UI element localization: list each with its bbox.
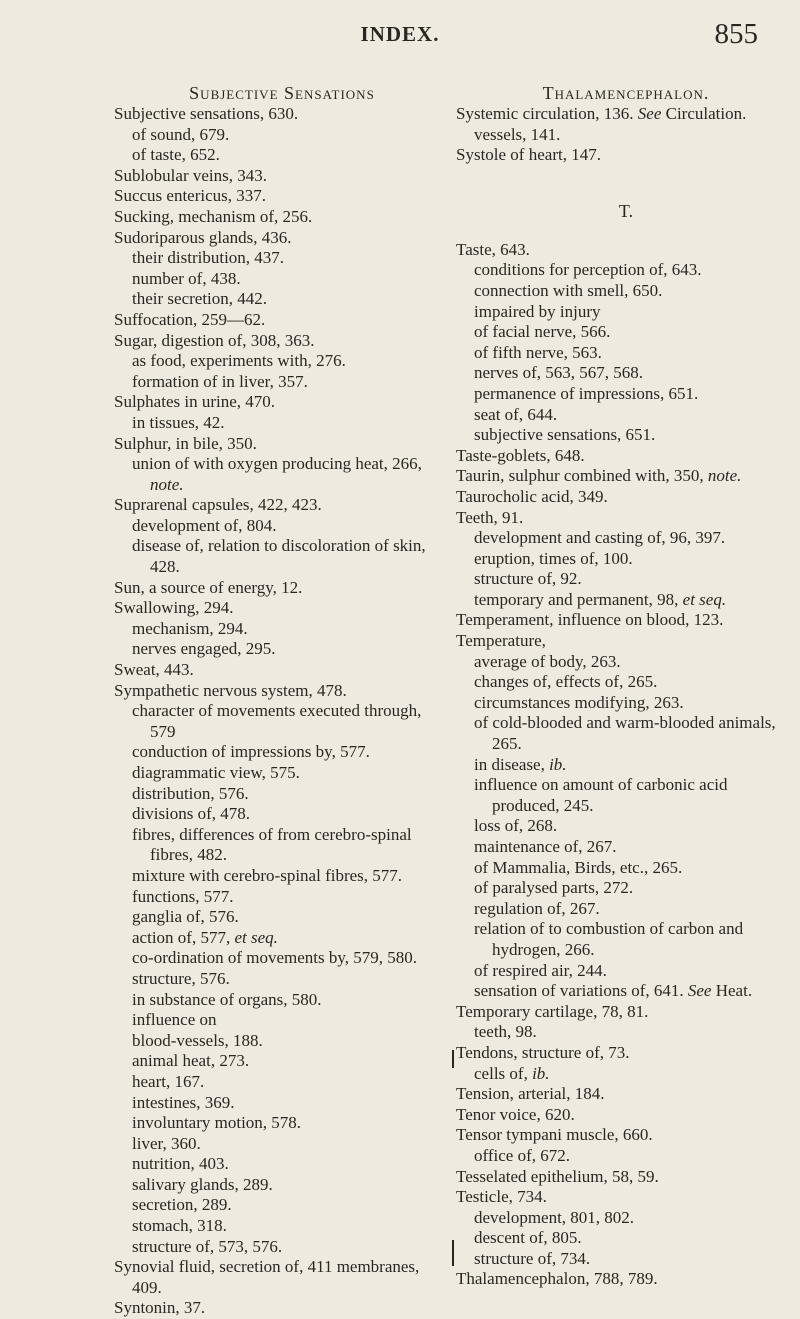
entry-note: et seq.	[682, 589, 727, 609]
entry-text: involuntary motion, 578.	[132, 1113, 302, 1133]
left-column-heading: Subjective Sensations	[189, 83, 375, 103]
index-subentry	[114, 825, 450, 866]
entry-text: as food, experiments with, 276.	[132, 351, 346, 371]
entry-text: structure of, 573, 576.	[132, 1236, 283, 1256]
index-subentry	[114, 1195, 450, 1216]
index-subentry	[456, 1064, 796, 1085]
entry-text: Suffocation, 259—62.	[114, 309, 266, 329]
index-subentry	[456, 878, 796, 899]
entry-text: divisions of, 478.	[132, 804, 251, 824]
entry-text: of facial nerve, 566.	[474, 322, 611, 342]
entry-text: descent of, 805.	[474, 1228, 582, 1248]
index-entry	[456, 1125, 796, 1146]
right-top-entries	[456, 104, 796, 166]
entry-text: of respired air, 244.	[474, 960, 607, 980]
index-subentry	[114, 145, 450, 166]
index-subentry	[456, 528, 796, 549]
entry-text: animal heat, 273.	[132, 1051, 250, 1071]
index-subentry	[456, 425, 796, 446]
index-subentry	[114, 701, 450, 742]
right-column	[456, 82, 796, 1290]
index-subentry	[456, 260, 796, 281]
entry-text: conduction of impressions by, 577.	[132, 742, 370, 762]
entry-text: their secretion, 442.	[132, 289, 268, 309]
page-number: 855	[714, 18, 758, 50]
entry-text: impaired by injury	[474, 301, 601, 321]
index-entry	[456, 1105, 796, 1126]
index-entry	[114, 166, 450, 187]
index-subentry	[456, 363, 796, 384]
entry-text: Taurocholic acid, 349.	[456, 486, 608, 506]
entry-text: Systole of heart, 147.	[456, 145, 601, 165]
entry-text: loss of, 268.	[474, 816, 558, 836]
letter-heading: T.	[618, 200, 634, 221]
index-subentry	[456, 322, 796, 343]
entry-text: Sweat, 443.	[114, 660, 194, 680]
entry-text: development and casting of, 96, 397.	[474, 528, 726, 548]
index-subentry	[114, 763, 450, 784]
index-entry	[456, 1084, 796, 1105]
right-entries	[456, 240, 796, 1290]
index-subentry	[114, 742, 450, 763]
entry-text: of Mammalia, Birds, etc., 265.	[474, 857, 683, 877]
entry-text: nutrition, 403.	[132, 1154, 229, 1174]
entry-text: Taurin, sulphur combined with, 350,	[456, 466, 704, 486]
entry-text: office of, 672.	[474, 1145, 570, 1165]
entry-text: nerves engaged, 295.	[132, 639, 276, 659]
entry-text: Systemic circulation, 136.	[456, 104, 634, 123]
entry-note: note.	[707, 466, 742, 486]
index-subentry	[456, 672, 796, 693]
entry-note: note.	[150, 474, 184, 494]
column-rule-mark	[452, 1050, 454, 1068]
index-entry	[114, 1298, 450, 1319]
left-column	[114, 82, 450, 1319]
column-rule-mark	[452, 1240, 454, 1266]
index-subentry	[114, 866, 450, 887]
entry-text: structure, 576.	[132, 968, 230, 988]
index-subentry	[456, 281, 796, 302]
entry-text: nerves of, 563, 567, 568.	[474, 363, 644, 383]
entry-text: Subjective sensations, 630.	[114, 104, 299, 123]
index-subentry	[114, 784, 450, 805]
entry-text: disease of, relation to discoloration of skin, 428.	[132, 536, 426, 577]
index-subentry	[456, 343, 796, 364]
entry-text: permanence of impressions, 651.	[474, 383, 699, 403]
entry-text: temporary and permanent, 98,	[474, 589, 679, 609]
entry-text: average of body, 263.	[474, 651, 621, 671]
index-entry	[456, 631, 796, 652]
entry-text: development, 801, 802.	[474, 1207, 635, 1227]
index-subentry	[114, 804, 450, 825]
index-entry	[114, 434, 450, 455]
index-entry	[456, 446, 796, 467]
index-entry	[114, 228, 450, 249]
entry-text: Taste, 643.	[456, 239, 530, 259]
index-subentry	[456, 1208, 796, 1229]
entry-text: co-ordination of movements by, 579, 580.	[132, 948, 418, 968]
index-subentry	[114, 1093, 450, 1114]
index-entry	[456, 508, 796, 529]
entry-text: Sulphur, in bile, 350.	[114, 433, 257, 453]
index-subentry	[114, 1237, 450, 1258]
index-subentry	[456, 837, 796, 858]
index-subentry	[114, 125, 450, 146]
entry-text: in disease,	[474, 754, 545, 774]
index-subentry	[114, 990, 450, 1011]
index-entry	[456, 104, 796, 125]
entry-text: mixture with cerebro-spinal fibres, 577.	[132, 865, 403, 885]
index-subentry	[456, 652, 796, 673]
index-entry	[456, 610, 796, 631]
entry-text: secretion, 289.	[132, 1195, 232, 1215]
index-subentry	[114, 928, 450, 949]
index-subentry	[114, 269, 450, 290]
entry-text: influence on amount of carbonic acid produced, 245.	[474, 775, 728, 815]
entry-text: their distribution, 437.	[132, 248, 285, 268]
running-head	[0, 18, 800, 58]
index-subentry	[114, 516, 450, 537]
entry-crossref: Circulation.	[665, 104, 747, 123]
entry-text: Sympathetic nervous system, 478.	[114, 680, 347, 700]
entry-text: eruption, times of, 100.	[474, 548, 633, 568]
index-subentry	[114, 1010, 450, 1031]
index-subentry	[456, 981, 796, 1002]
index-entry	[114, 331, 450, 352]
entry-text: character of movements executed through, 579	[132, 701, 422, 741]
index-subentry	[456, 125, 796, 146]
entry-text: union of with oxygen producing heat, 266,	[132, 454, 422, 474]
entry-text: Succus entericus, 337.	[114, 186, 267, 206]
index-subentry	[114, 1134, 450, 1155]
index-subentry	[114, 289, 450, 310]
entry-text: of paralysed parts, 272.	[474, 878, 634, 898]
index-entry	[114, 310, 450, 331]
entry-text: conditions for perception of, 643.	[474, 260, 702, 280]
entry-text: action of, 577,	[132, 927, 231, 947]
index-subentry	[456, 549, 796, 570]
entry-text: Suprarenal capsules, 422, 423.	[114, 495, 322, 515]
index-subentry	[114, 887, 450, 908]
entry-text: Tension, arterial, 184.	[456, 1084, 605, 1104]
index-entry	[114, 207, 450, 228]
entry-note: See	[637, 104, 662, 123]
entry-text: Sun, a source of energy, 12.	[114, 577, 303, 597]
index-subentry	[114, 969, 450, 990]
index-entry	[114, 392, 450, 413]
entry-text: Tesselated epithelium, 58, 59.	[456, 1166, 659, 1186]
index-subentry	[114, 1031, 450, 1052]
index-subentry	[456, 713, 796, 754]
entry-text: of taste, 652.	[132, 145, 220, 165]
index-subentry	[456, 1228, 796, 1249]
index-entry	[456, 487, 796, 508]
index-subentry	[456, 1249, 796, 1270]
entry-text: Sublobular veins, 343.	[114, 165, 267, 185]
entry-text: maintenance of, 267.	[474, 837, 617, 856]
entry-text: blood-vessels, 188.	[132, 1030, 263, 1050]
entry-text: mechanism, 294.	[132, 618, 248, 638]
index-entry	[456, 1167, 796, 1188]
entry-text: vessels, 141.	[474, 124, 561, 144]
index-subentry	[456, 405, 796, 426]
entry-text: number of, 438.	[132, 268, 241, 288]
index-subentry	[114, 1072, 450, 1093]
entry-text: heart, 167.	[132, 1071, 205, 1091]
index-subentry	[456, 919, 796, 960]
index-subentry	[456, 384, 796, 405]
index-entry	[114, 1257, 450, 1298]
entry-text: regulation of, 267.	[474, 898, 600, 918]
index-subentry	[114, 372, 450, 393]
entry-text: influence on	[132, 1010, 217, 1030]
index-subentry	[114, 1216, 450, 1237]
index-subentry	[456, 816, 796, 837]
index-subentry	[114, 454, 450, 495]
index-subentry	[456, 775, 796, 816]
entry-text: functions, 577.	[132, 886, 234, 906]
entry-text: Thalamencephalon, 788, 789.	[456, 1269, 658, 1289]
index-entry	[114, 495, 450, 516]
entry-text: in substance of organs, 580.	[132, 989, 322, 1009]
entry-text: teeth, 98.	[474, 1022, 537, 1042]
entry-text: Temporary cartilage, 78, 81.	[456, 1001, 649, 1021]
entry-text: Swallowing, 294.	[114, 598, 234, 618]
index-entry	[456, 1187, 796, 1208]
entry-text: Tenor voice, 620.	[456, 1104, 575, 1124]
entry-text: Sulphates in urine, 470.	[114, 392, 276, 412]
index-subentry	[114, 1051, 450, 1072]
index-entry	[456, 240, 796, 261]
entry-text: Testicle, 734.	[456, 1187, 547, 1207]
entry-text: changes of, effects of, 265.	[474, 672, 658, 692]
index-subentry	[114, 1154, 450, 1175]
entry-text: Tendons, structure of, 73.	[456, 1042, 630, 1062]
running-title: INDEX.	[360, 22, 440, 46]
index-subentry	[114, 351, 450, 372]
entry-text: salivary glands, 289.	[132, 1174, 273, 1194]
entry-text: Sugar, digestion of, 308, 363.	[114, 330, 315, 350]
index-subentry	[114, 907, 450, 928]
entry-text: cells of,	[474, 1063, 528, 1083]
index-entry	[114, 660, 450, 681]
entry-text: formation of in liver, 357.	[132, 371, 308, 391]
index-entry	[114, 578, 450, 599]
index-subentry	[456, 899, 796, 920]
index-subentry	[456, 755, 796, 776]
entry-note: et seq.	[234, 927, 278, 947]
index-entry	[114, 186, 450, 207]
index-subentry	[114, 619, 450, 640]
entry-text: intestines, 369.	[132, 1092, 235, 1112]
entry-note: ib.	[549, 754, 567, 774]
index-subentry	[456, 302, 796, 323]
index-subentry	[456, 569, 796, 590]
entry-text: Tensor tympani muscle, 660.	[456, 1125, 653, 1145]
entry-text: connection with smell, 650.	[474, 280, 663, 300]
index-subentry	[114, 248, 450, 269]
entry-note: See	[687, 981, 712, 1001]
entry-text: Sucking, mechanism of, 256.	[114, 206, 313, 226]
entry-text: relation of to combustion of carbon and hydrogen, 266.	[474, 919, 744, 959]
index-subentry	[456, 1022, 796, 1043]
index-entry	[114, 104, 450, 125]
entry-text: seat of, 644.	[474, 404, 558, 424]
index-entry	[114, 598, 450, 619]
entry-text: in tissues, 42.	[132, 412, 225, 432]
entry-text: subjective sensations, 651.	[474, 425, 656, 445]
entry-text: ganglia of, 576.	[132, 907, 239, 927]
index-subentry	[456, 858, 796, 879]
index-subentry	[456, 1146, 796, 1167]
entry-text: development of, 804.	[132, 515, 277, 535]
entry-text: Syntonin, 37.	[114, 1298, 206, 1318]
index-subentry	[114, 413, 450, 434]
index-subentry	[456, 590, 796, 611]
entry-text: fibres, differences of from cerebro-spinal fibres, 482.	[132, 824, 412, 865]
entry-text: diagrammatic view, 575.	[132, 763, 300, 782]
index-entry	[456, 145, 796, 166]
entry-text: sensation of variations of, 641.	[474, 981, 684, 1001]
index-subentry	[114, 536, 450, 577]
entry-text: stomach, 318.	[132, 1216, 227, 1236]
index-subentry	[114, 639, 450, 660]
entry-text: Sudoriparous glands, 436.	[114, 227, 292, 247]
entry-text: Temperature,	[456, 631, 546, 651]
index-entry	[456, 1043, 796, 1064]
entry-text: circumstances modifying, 263.	[474, 692, 684, 712]
left-entries	[114, 104, 450, 1319]
entry-text: liver, 360.	[132, 1133, 201, 1153]
entry-text: Synovial fluid, secretion of, 411 membranes, 409.	[114, 1257, 420, 1297]
index-subentry	[114, 948, 450, 969]
index-entry	[114, 681, 450, 702]
index-entry	[456, 1002, 796, 1023]
index-entry	[456, 1269, 796, 1290]
entry-text: structure of, 92.	[474, 569, 582, 589]
index-subentry	[456, 693, 796, 714]
index-subentry	[114, 1113, 450, 1134]
entry-text: of fifth nerve, 563.	[474, 342, 602, 362]
entry-text: Taste-goblets, 648.	[456, 445, 585, 465]
index-subentry	[456, 961, 796, 982]
index-subentry	[114, 1175, 450, 1196]
entry-crossref: Heat.	[715, 981, 753, 1001]
entry-text: of sound, 679.	[132, 124, 230, 144]
index-entry	[456, 466, 796, 487]
entry-text: of cold-blooded and warm-blooded animals, 265.	[474, 713, 776, 754]
entry-text: Teeth, 91.	[456, 507, 524, 527]
entry-text: structure of, 734.	[474, 1248, 591, 1268]
entry-note: ib.	[532, 1063, 550, 1083]
entry-text: Temperament, influence on blood, 123.	[456, 610, 724, 630]
entry-text: distribution, 576.	[132, 783, 249, 803]
right-column-heading: Thalamencephalon.	[542, 83, 710, 103]
